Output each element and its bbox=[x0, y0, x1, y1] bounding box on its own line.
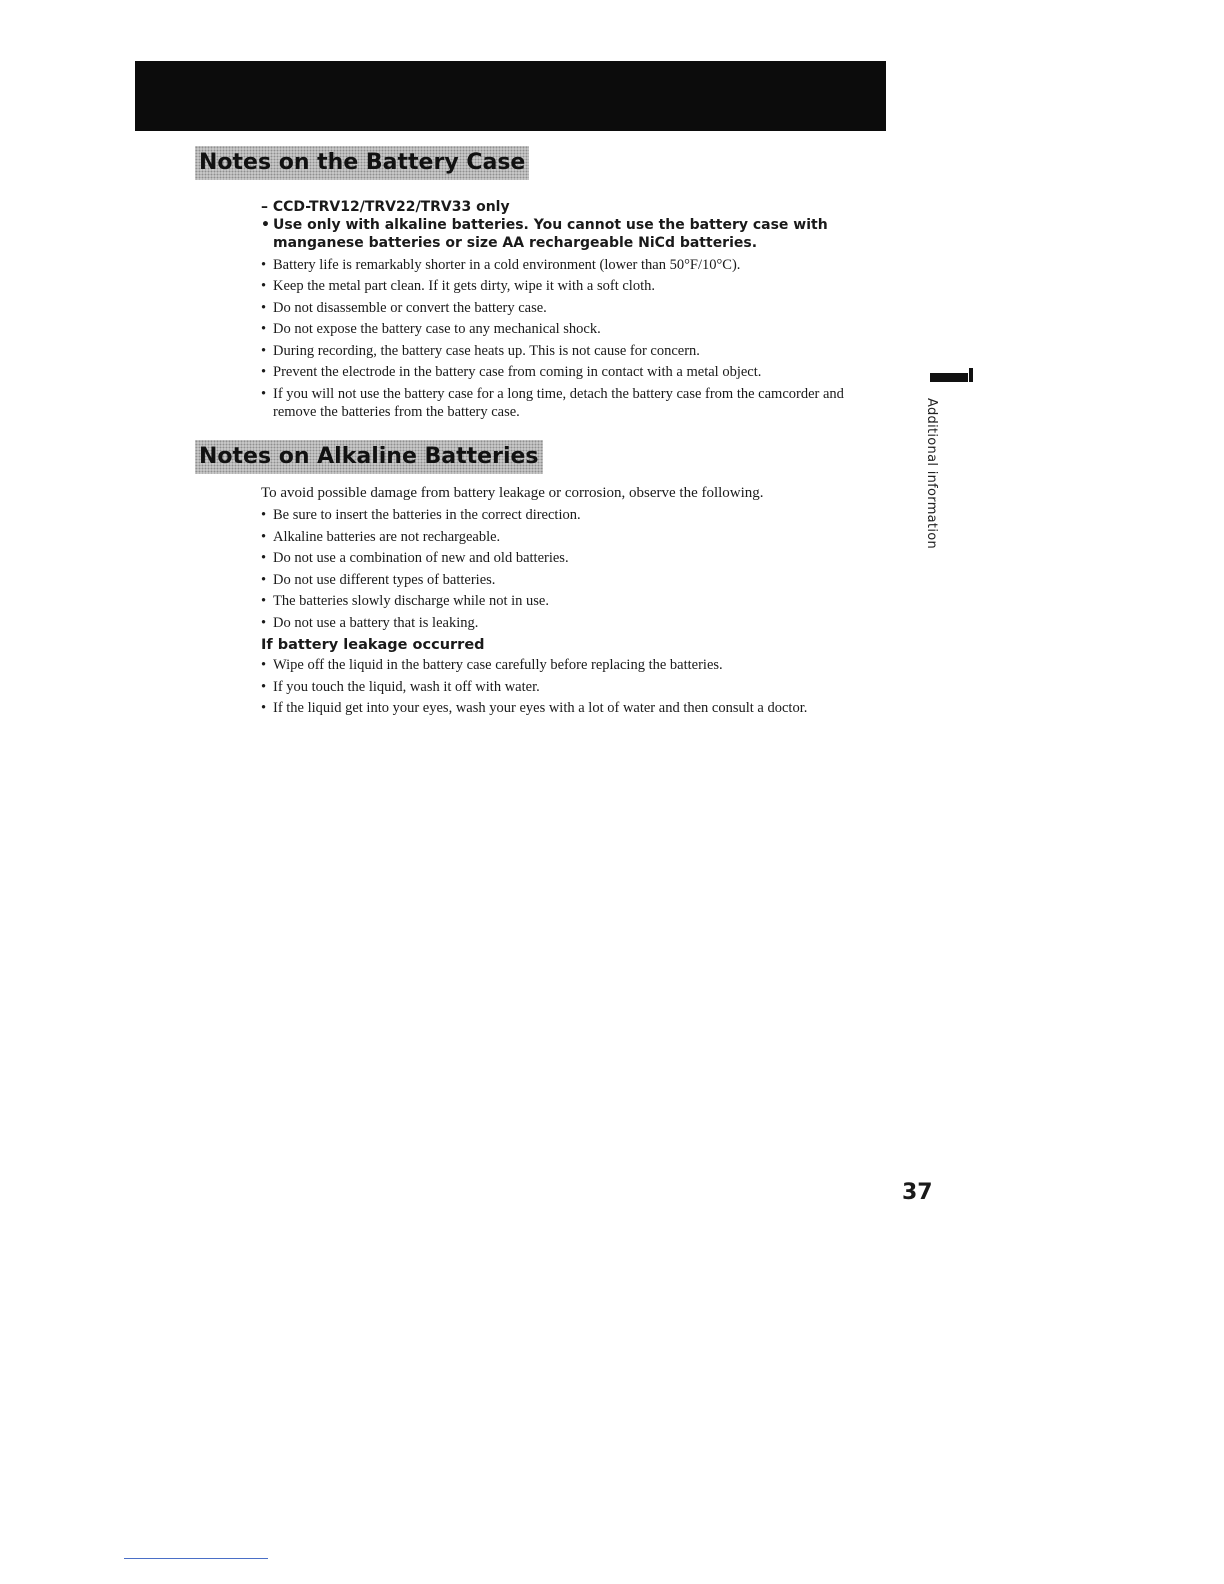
battery-case-section bbox=[261, 198, 881, 424]
bottom-rule bbox=[124, 1558, 268, 1559]
leakage-heading: If battery leakage occurred bbox=[261, 637, 485, 653]
list-item: • Battery life is remarkably shorter in a cold environment (lower than 50°F/10°C). bbox=[261, 256, 881, 274]
list-item: • Do not use different types of batteries. bbox=[261, 571, 881, 589]
list-item: • Keep the metal part clean. If it gets dirty, wipe it with a soft cloth. bbox=[261, 277, 881, 295]
list-item: • Alkaline batteries are not rechargeable. bbox=[261, 528, 881, 546]
battery-case-list bbox=[261, 256, 881, 421]
side-section-label: Additional information bbox=[924, 398, 939, 550]
list-item: • Do not disassemble or convert the battery case. bbox=[261, 299, 881, 317]
leakage-list bbox=[261, 656, 881, 717]
alkaline-intro: To avoid possible damage from battery leakage or corrosion, observe the following. bbox=[261, 485, 764, 501]
heading-battery-case: Notes on the Battery Case bbox=[195, 146, 529, 180]
list-item: • Use only with alkaline batteries. You cannot use the battery case with manganese batteries or size AA rechargeable NiCd batteries. bbox=[261, 216, 881, 252]
list-item: • Prevent the electrode in the battery case from coming in contact with a metal object. bbox=[261, 363, 881, 381]
list-item: • Wipe off the liquid in the battery case carefully before replacing the batteries. bbox=[261, 656, 881, 674]
list-item: • If you will not use the battery case for a long time, detach the battery case from the camcorder and remove the batteries from the battery case. bbox=[261, 385, 881, 421]
heading-alkaline: Notes on Alkaline Batteries bbox=[195, 440, 543, 474]
list-item: • If the liquid get into your eyes, wash your eyes with a lot of water and then consult a doctor. bbox=[261, 699, 881, 717]
list-item: • Do not use a combination of new and old batteries. bbox=[261, 549, 881, 567]
list-item: • During recording, the battery case heats up. This is not cause for concern. bbox=[261, 342, 881, 360]
alkaline-section bbox=[261, 483, 881, 721]
battery-case-bold-list bbox=[261, 216, 881, 252]
list-item: • If you touch the liquid, wash it off with water. bbox=[261, 678, 881, 696]
page-number: 37 bbox=[902, 1180, 933, 1205]
list-item: • The batteries slowly discharge while not in use. bbox=[261, 592, 881, 610]
section-tab-marker bbox=[930, 373, 968, 382]
list-item: • Do not use a battery that is leaking. bbox=[261, 614, 881, 632]
header-bar bbox=[135, 61, 886, 131]
alkaline-list bbox=[261, 506, 881, 632]
model-note: – CCD-TRV12/TRV22/TRV33 only bbox=[261, 199, 510, 215]
list-item: • Do not expose the battery case to any mechanical shock. bbox=[261, 320, 881, 338]
list-item: • Be sure to insert the batteries in the correct direction. bbox=[261, 506, 881, 524]
